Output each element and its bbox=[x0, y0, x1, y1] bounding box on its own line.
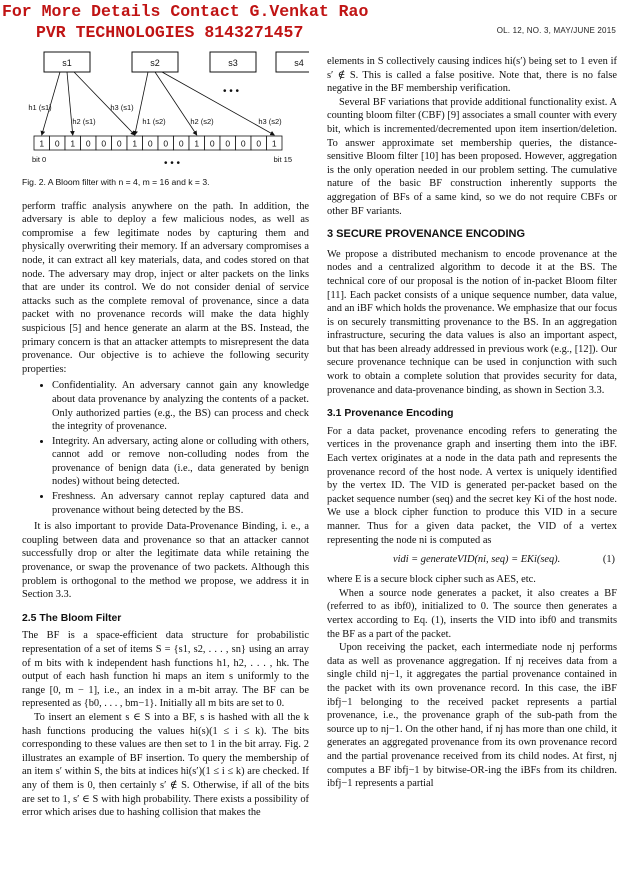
right-column bbox=[327, 55, 617, 791]
paragraph: It is also important to provide Data-Provenance Binding, i. e., a coupling between data and provenance so that an attacker cannot successfully drop or alter the legitimate data while retaining the provenance, or swap the provenance of two packets. Although this problem is orthogonal to the method we propose, we address it in Section 3.3. bbox=[22, 521, 309, 601]
list-item: • Confidentiality. An adversary cannot gain any knowledge about data provenance by analyzing the contents of a packet. Only authorized parties (e.g., the BS) can process and check the integrity of provenance. bbox=[52, 379, 309, 433]
paragraph: elements in S collectively causing indices hi(s′) being set to 1 even if s′ ∉ S. This is called a false positive. Note that, there is no false negative in the BF membership verification. bbox=[327, 56, 617, 95]
bit-end-label: bit 15 bbox=[273, 155, 292, 164]
contact-banner bbox=[0, 0, 420, 44]
bit-value: 1 bbox=[194, 138, 200, 149]
security-properties-list bbox=[22, 379, 309, 517]
bit-value: 0 bbox=[163, 138, 169, 149]
set-box bbox=[276, 52, 309, 72]
hash-label: h3 (s1) bbox=[110, 103, 134, 112]
section-heading: 3.1 Provenance Encoding bbox=[327, 408, 454, 420]
banner-line-2: PVR TECHNOLOGIES 8143271457 bbox=[36, 23, 304, 42]
hash-label: h3 (s2) bbox=[258, 117, 282, 126]
paragraph: Several BF variations that provide additional functionality exist. A counting bloom filter (CBF) [9] associates a small counter with every bit, which is incremented/decremented upon item insertion/deletion. To answer approximate set membership queries, the distance-sensitive Bloom filter [10] has been proposed. However, aggregation is the only operation needed in our problem setting. The cumulative nature of the basic BF construction inherently supports the aggregation of BFs of a same kind, so we do not require CBFs or other BF variants. bbox=[327, 96, 617, 217]
hash-label: h1 (s1) bbox=[28, 103, 52, 112]
bit-value: 0 bbox=[116, 138, 122, 149]
paragraph: where E is a secure block cipher such as AES, etc. bbox=[327, 574, 536, 586]
left-column bbox=[22, 44, 309, 820]
figure-caption: Fig. 2. A Bloom filter with n = 4, m = 16 and k = 3. bbox=[22, 177, 210, 187]
hash-label: h2 (s1) bbox=[72, 117, 96, 126]
banner-line-1: For More Details Contact G.Venkat Rao bbox=[2, 2, 369, 21]
hash-label: h1 (s2) bbox=[142, 117, 166, 126]
bit-value: 0 bbox=[240, 138, 246, 149]
paragraph: To insert an element s ∈ S into a BF, s is hashed with all the k hash functions producing the values hi(s)(1 ≤ i ≤ k). The bits corresponding to these values are then set to 1 in the bit array. Fig. 2 illustrates an example of BF insertion. To query the membership of an item s′ within S, the bits at indices hi(s′)(1 ≤ i ≤ k) are checked. If any of them is 0, then certainly s′ ∉ S. Otherwise, if all of the bits are set to 1, s′ ∈ S with high probability. There exists a possibility of error which arises due to hashing collision that makes the bbox=[22, 711, 309, 819]
bit-value: 0 bbox=[147, 138, 153, 149]
bit-value: 0 bbox=[225, 138, 231, 149]
paragraph: The BF is a space-efficient data structure for probabilistic representation of a set of items S = {s1, s2, . . . , sn} using an array of m bits with k independent hash functions h1, h2, . . . , hk. The output of each hash function hi maps an item s uniformly to the range [0, m − 1], i.e., an index in a m-bit array. The BF can be represented as {b0, . . . , bm−1}. Initially all m bits are set to 0. bbox=[22, 630, 309, 710]
section-heading: 2.5 The Bloom Filter bbox=[22, 612, 122, 624]
bit-value: 1 bbox=[70, 138, 76, 149]
list-item: • Freshness. An adversary cannot replay captured data and provenance without being detected by the BS. bbox=[52, 490, 309, 517]
paragraph: For a data packet, provenance encoding refers to generating the vertices in the provenance graph and inserting them into the iBF. Each vertex originates at a node in the data path and represents the provenance record of the host node. A vertex is uniquely identified by the vertex ID. The VID is generated per-packet based on the packet sequence number (seq) and the secret key Ki of the host node. We use a block cipher function to produce this VID in a secure manner. Thus for a given data packet, the VID of a vertex representing the node ni is computed as bbox=[327, 425, 617, 546]
paragraph: We propose a distributed mechanism to encode provenance at the nodes and a centralized algorithm to decode it at the BS. The technical core of our proposal is the notion of in-packet Bloom filter [11]. Each packet consists of a unique sequence number, data value, and an iBF which holds the provenance. We emphasize that our focus is on securely transmitting provenance to the BS. In an aggregation infrastructure, securing the data values is also an important aspect, but that has been already addressed in previous work (e.g., [12]). Our secure provenance technique can be used in conjunction with such work to obtain a complete solution that provides security for data, provenance and data-provenance binding, as shown in Section 3.3. bbox=[327, 248, 617, 396]
bloom-filter-diagram bbox=[22, 44, 309, 172]
set-label: s4 bbox=[294, 58, 304, 68]
bit-value: 0 bbox=[256, 138, 262, 149]
paragraph: perform traffic analysis anywhere on the path. In addition, the adversary is able to deploy a few malicious nodes, as well as compromise a few legitimate nodes by capturing them and physically overwriting their memory. If an adversary compromises a node, it can extract all key materials, data, and codes stored on that node. The adversary may drop, inject or alter packets on the links that are under its control. We do not consider denial of service attacks such as the complete removal of provenance, since a data packet with no provenance records will make the data highly suspicious [5] and hence generate an alarm at the BS. Instead, the primary concern is that an attacker attempts to misrepresent the data provenance. Our objective is to achieve the following security properties: bbox=[22, 200, 309, 375]
bit-start-label: bit 0 bbox=[32, 155, 47, 164]
bit-value: 0 bbox=[85, 138, 91, 149]
bit-value: 0 bbox=[209, 138, 215, 149]
paragraph: When a source node generates a packet, it also creates a BF (referred to as ibf0), initialized to 0. The source then generates a vertex according to Eq. (1), inserts the VID into ibf0 and transmits the BF as a part of the packet. bbox=[327, 587, 617, 640]
set-label: s2 bbox=[150, 58, 160, 68]
paragraph: Upon receiving the packet, each intermediate node nj performs data as well as provenance aggregation. If nj receives data from a single child nj−1, it aggregates the partial provenance contained in the packet with its own provenance record. In this case, the iBF ibfj−1 belonging to the received packet represents a partial provenance, i.e., the provenance graph of the sub-path from the source up to nj−1. On the other hand, if nj has more than one child, it generates an aggregated provenance from its own provenance record and the partial provenance received from its child nodes. At first, nj computes a BF ibfj−1 by bitwise-OR-ing the iBFs from its children. ibfj−1 represents a partial bbox=[327, 642, 617, 790]
bit-value: 1 bbox=[132, 138, 138, 149]
bit-value: 0 bbox=[178, 138, 184, 149]
bloom-filter-figure bbox=[22, 44, 309, 172]
set-label: s1 bbox=[62, 58, 72, 68]
bit-value: 0 bbox=[54, 138, 60, 149]
set-label: s3 bbox=[228, 58, 238, 68]
bit-value: 1 bbox=[39, 138, 45, 149]
equation-1 bbox=[327, 551, 617, 569]
list-item: • Integrity. An adversary, acting alone or colluding with others, cannot add or remove non-colluding nodes from the provenance of benign data (i.e., data generated by benign nodes) without being detected. bbox=[52, 435, 309, 489]
section-heading: 3 SECURE PROVENANCE ENCODING bbox=[327, 228, 526, 241]
hash-label: h2 (s2) bbox=[190, 117, 214, 126]
equation: vidi = generateVID(ni, seq) = EKi(seq). bbox=[393, 554, 561, 566]
ellipsis-bottom: • • • bbox=[163, 158, 181, 169]
equation-number: (1) bbox=[602, 554, 615, 566]
running-head: OL. 12, NO. 3, MAY/JUNE 2015 bbox=[496, 26, 616, 35]
ellipsis-top: • • • bbox=[222, 86, 240, 97]
bit-value: 0 bbox=[101, 138, 107, 149]
bit-value: 1 bbox=[271, 138, 277, 149]
